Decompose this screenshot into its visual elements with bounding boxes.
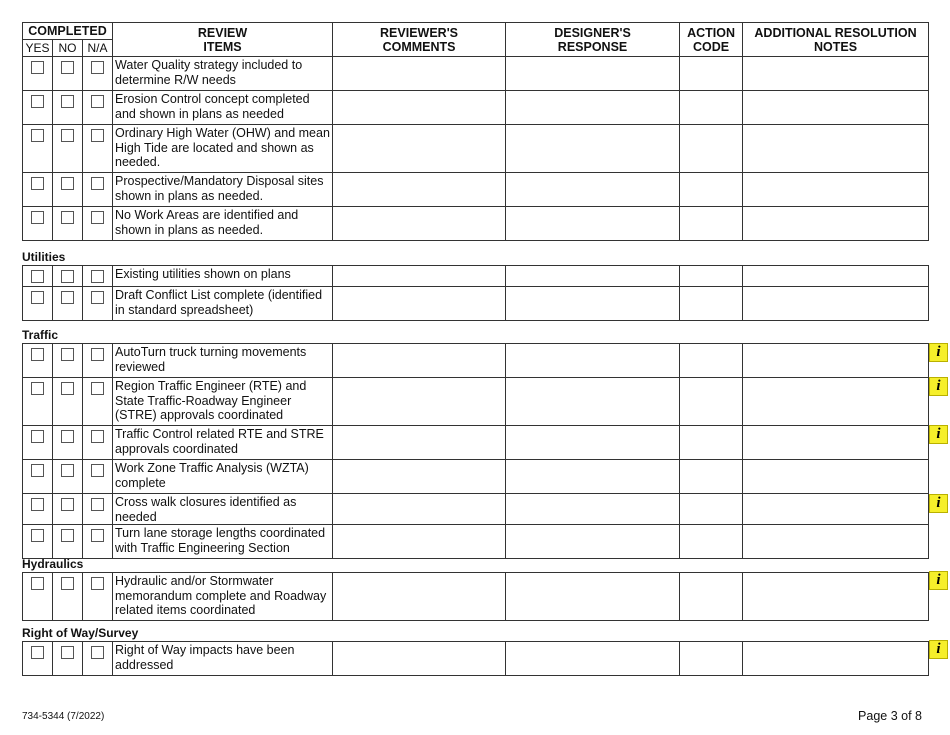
yes-checkbox[interactable] [31, 291, 44, 304]
table-row [23, 344, 929, 378]
no-checkbox[interactable] [61, 464, 74, 477]
yes-checkbox[interactable] [31, 211, 44, 224]
reviewers-comments-cell[interactable] [333, 287, 506, 321]
na-checkbox[interactable] [91, 464, 104, 477]
designers-response-cell[interactable] [506, 573, 680, 621]
yes-header: YES [23, 40, 53, 57]
review-item: Ordinary High Water (OHW) and mean High Tide are located and shown as needed. [113, 125, 333, 173]
additional-notes-cell[interactable] [743, 57, 929, 91]
reviewers-comments-cell[interactable] [333, 426, 506, 460]
designers-response-cell[interactable] [506, 494, 680, 525]
yes-checkbox[interactable] [31, 382, 44, 395]
section-title-utilities: Utilities [22, 250, 66, 264]
na-checkbox[interactable] [91, 95, 104, 108]
review-item: Draft Conflict List complete (identified in standard spreadsheet) [113, 287, 333, 321]
yes-checkbox[interactable] [31, 348, 44, 361]
review-item: Right of Way impacts have been addressed [113, 642, 333, 676]
no-checkbox[interactable] [61, 129, 74, 142]
yes-checkbox[interactable] [31, 430, 44, 443]
review-item: Water Quality strategy included to determine R/W needs [113, 57, 333, 91]
reviewers-comments-cell[interactable] [333, 494, 506, 525]
action-code-cell[interactable] [680, 378, 743, 426]
designers-response-cell[interactable] [506, 642, 680, 676]
table-row [23, 57, 929, 91]
checklist-table-environmental [22, 22, 929, 241]
table-row [23, 426, 929, 460]
info-icon[interactable]: i [929, 571, 948, 590]
yes-checkbox[interactable] [31, 177, 44, 190]
action-code-cell[interactable] [680, 525, 743, 559]
no-checkbox[interactable] [61, 498, 74, 511]
reviewers-comments-cell[interactable] [333, 525, 506, 559]
action-code-cell[interactable] [680, 173, 743, 207]
review-item: AutoTurn truck turning movements reviewed [113, 344, 333, 378]
yes-checkbox[interactable] [31, 464, 44, 477]
section-title-right-of-way: Right of Way/Survey [22, 626, 139, 640]
review-item: Existing utilities shown on plans [113, 266, 333, 287]
no-checkbox[interactable] [61, 430, 74, 443]
checklist-table-traffic [22, 343, 929, 559]
page-number: Page 3 of 8 [858, 709, 922, 723]
reviewers-comments-cell[interactable] [333, 266, 506, 287]
no-header: NO [53, 40, 83, 57]
action-code-cell[interactable] [680, 494, 743, 525]
checklist-table-hydraulics [22, 572, 929, 621]
na-checkbox[interactable] [91, 382, 104, 395]
info-icon[interactable]: i [929, 494, 948, 513]
action-code-cell[interactable] [680, 642, 743, 676]
info-icon[interactable]: i [929, 640, 948, 659]
no-checkbox[interactable] [61, 577, 74, 590]
reviewers-comments-header: REVIEWER'S COMMENTS [333, 23, 506, 57]
section-title-hydraulics: Hydraulics [22, 557, 84, 571]
additional-notes-cell[interactable] [743, 642, 929, 676]
additional-notes-cell[interactable] [743, 573, 929, 621]
review-item: Cross walk closures identified as needed [113, 494, 333, 525]
table-row [23, 125, 929, 173]
reviewers-comments-cell[interactable] [333, 173, 506, 207]
yes-checkbox[interactable] [31, 577, 44, 590]
review-item: Turn lane storage lengths coordinated with Traffic Engineering Section [113, 525, 333, 559]
info-icon[interactable]: i [929, 425, 948, 444]
na-checkbox[interactable] [91, 291, 104, 304]
designers-response-cell[interactable] [506, 125, 680, 173]
yes-checkbox[interactable] [31, 270, 44, 283]
table-row [23, 525, 929, 559]
reviewers-comments-cell[interactable] [333, 207, 506, 241]
na-checkbox[interactable] [91, 177, 104, 190]
review-items-header: REVIEW ITEMS [113, 23, 333, 57]
action-code-cell[interactable] [680, 91, 743, 125]
na-checkbox[interactable] [91, 129, 104, 142]
no-checkbox[interactable] [61, 348, 74, 361]
table-row [23, 287, 929, 321]
additional-notes-cell[interactable] [743, 494, 929, 525]
checklist-table-right-of-way [22, 641, 929, 676]
reviewers-comments-cell[interactable] [333, 344, 506, 378]
additional-notes-cell[interactable] [743, 460, 929, 494]
designers-response-cell[interactable] [506, 287, 680, 321]
form-number: 734-5344 (7/2022) [22, 711, 105, 722]
na-header: N/A [83, 40, 113, 57]
review-item: Work Zone Traffic Analysis (WZTA) complete [113, 460, 333, 494]
completed-header: COMPLETED [23, 23, 113, 40]
table-row [23, 573, 929, 621]
reviewers-comments-cell[interactable] [333, 57, 506, 91]
na-checkbox[interactable] [91, 498, 104, 511]
na-checkbox[interactable] [91, 646, 104, 659]
additional-notes-cell[interactable] [743, 207, 929, 241]
yes-checkbox[interactable] [31, 646, 44, 659]
table-row [23, 460, 929, 494]
designers-response-cell[interactable] [506, 460, 680, 494]
additional-notes-cell[interactable] [743, 91, 929, 125]
table-row [23, 642, 929, 676]
info-icon[interactable]: i [929, 343, 948, 362]
reviewers-comments-cell[interactable] [333, 573, 506, 621]
table-row [23, 173, 929, 207]
table-row [23, 378, 929, 426]
additional-notes-cell[interactable] [743, 525, 929, 559]
action-code-cell[interactable] [680, 266, 743, 287]
review-item: Hydraulic and/or Stormwater memorandum complete and Roadway related items coordinated [113, 573, 333, 621]
designers-response-cell[interactable] [506, 378, 680, 426]
na-checkbox[interactable] [91, 529, 104, 542]
reviewers-comments-cell[interactable] [333, 642, 506, 676]
additional-notes-cell[interactable] [743, 125, 929, 173]
na-checkbox[interactable] [91, 430, 104, 443]
additional-notes-cell[interactable] [743, 287, 929, 321]
reviewers-comments-cell[interactable] [333, 91, 506, 125]
review-item: No Work Areas are identified and shown in plans as needed. [113, 207, 333, 241]
no-checkbox[interactable] [61, 529, 74, 542]
additional-notes-cell[interactable] [743, 426, 929, 460]
designers-response-cell[interactable] [506, 91, 680, 125]
no-checkbox[interactable] [61, 95, 74, 108]
action-code-cell[interactable] [680, 573, 743, 621]
no-checkbox[interactable] [61, 646, 74, 659]
review-item: Traffic Control related RTE and STRE approvals coordinated [113, 426, 333, 460]
additional-notes-cell[interactable] [743, 378, 929, 426]
yes-checkbox[interactable] [31, 129, 44, 142]
designers-response-cell[interactable] [506, 525, 680, 559]
yes-checkbox[interactable] [31, 95, 44, 108]
action-code-cell[interactable] [680, 125, 743, 173]
designers-response-cell[interactable] [506, 426, 680, 460]
review-item: Region Traffic Engineer (RTE) and State Traffic-Roadway Engineer (STRE) approvals coordinated [113, 378, 333, 426]
na-checkbox[interactable] [91, 270, 104, 283]
review-item: Erosion Control concept completed and shown in plans as needed [113, 91, 333, 125]
na-checkbox[interactable] [91, 211, 104, 224]
na-checkbox[interactable] [91, 348, 104, 361]
designers-response-cell[interactable] [506, 266, 680, 287]
yes-checkbox[interactable] [31, 529, 44, 542]
yes-checkbox[interactable] [31, 61, 44, 74]
no-checkbox[interactable] [61, 177, 74, 190]
designers-response-cell[interactable] [506, 173, 680, 207]
designers-response-header: DESIGNER'S RESPONSE [506, 23, 680, 57]
table-row [23, 207, 929, 241]
section-title-traffic: Traffic [22, 328, 59, 342]
yes-checkbox[interactable] [31, 498, 44, 511]
action-code-cell[interactable] [680, 460, 743, 494]
table-row [23, 494, 929, 525]
designers-response-cell[interactable] [506, 344, 680, 378]
checklist-table-utilities [22, 265, 929, 321]
no-checkbox[interactable] [61, 270, 74, 283]
table-row [23, 91, 929, 125]
action-code-cell[interactable] [680, 57, 743, 91]
designers-response-cell[interactable] [506, 57, 680, 91]
table-row [23, 266, 929, 287]
reviewers-comments-cell[interactable] [333, 460, 506, 494]
action-code-cell[interactable] [680, 344, 743, 378]
additional-notes-header: ADDITIONAL RESOLUTION NOTES [743, 23, 929, 57]
na-checkbox[interactable] [91, 577, 104, 590]
additional-notes-cell[interactable] [743, 173, 929, 207]
no-checkbox[interactable] [61, 382, 74, 395]
action-code-header: ACTION CODE [680, 23, 743, 57]
action-code-cell[interactable] [680, 207, 743, 241]
review-item: Prospective/Mandatory Disposal sites shown in plans as needed. [113, 173, 333, 207]
reviewers-comments-cell[interactable] [333, 125, 506, 173]
no-checkbox[interactable] [61, 61, 74, 74]
na-checkbox[interactable] [91, 61, 104, 74]
additional-notes-cell[interactable] [743, 344, 929, 378]
action-code-cell[interactable] [680, 426, 743, 460]
reviewers-comments-cell[interactable] [333, 378, 506, 426]
additional-notes-cell[interactable] [743, 266, 929, 287]
no-checkbox[interactable] [61, 291, 74, 304]
no-checkbox[interactable] [61, 211, 74, 224]
info-icon[interactable]: i [929, 377, 948, 396]
action-code-cell[interactable] [680, 287, 743, 321]
designers-response-cell[interactable] [506, 207, 680, 241]
